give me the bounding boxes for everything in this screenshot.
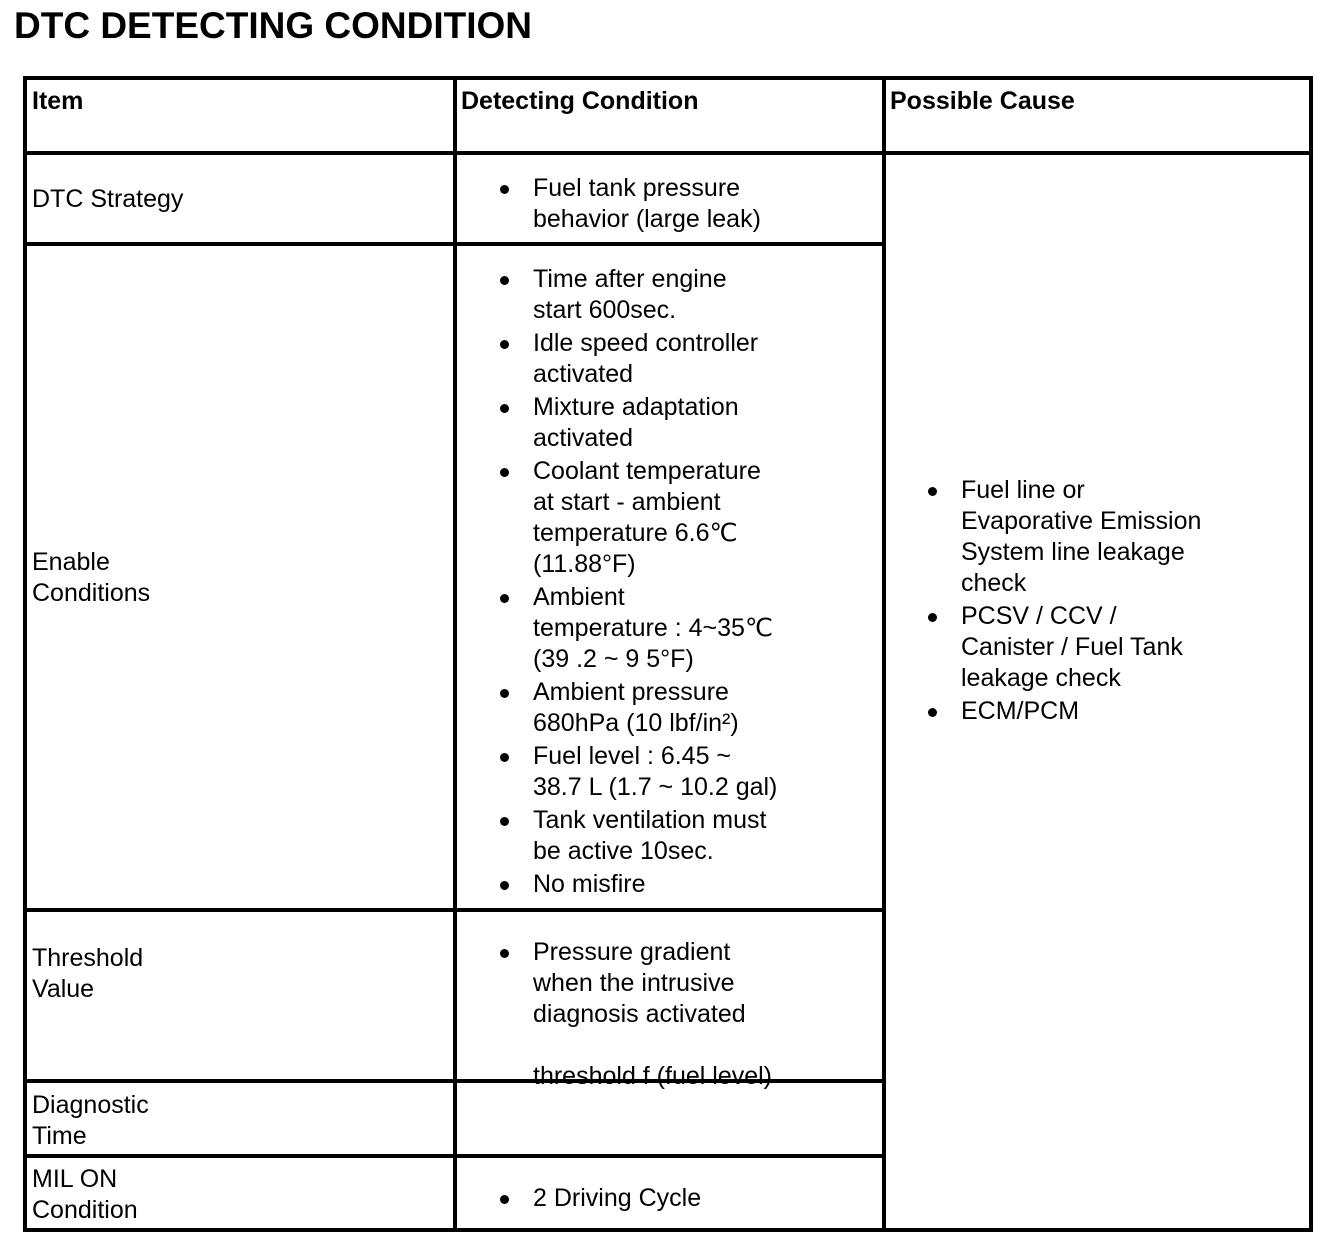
dtc-table (23, 76, 1313, 1232)
item-cell: Diagnostic Time (32, 1091, 149, 1150)
condition-list (533, 1183, 701, 1214)
list-item: Fuel level : 6.45 ~ 38.7 L (1.7 ~ 10.2 gal) (533, 741, 777, 803)
condition-list (533, 937, 772, 1092)
bullet-icon (500, 185, 509, 194)
bullet-icon (500, 594, 509, 603)
bullet-icon (500, 1195, 509, 1204)
list-item: Ambient pressure 680hPa (10 lbf/in²) (533, 677, 777, 739)
cause-list (961, 475, 1201, 727)
bullet-icon (500, 689, 509, 698)
header-possible-cause: Possible Cause (890, 87, 1075, 115)
condition-list (533, 173, 761, 235)
list-item: Ambient temperature : 4~35℃ (39 .2 ~ 9 5°F) (533, 582, 777, 675)
bullet-icon (928, 487, 937, 496)
list-item: Pressure gradient when the intrusive diagnosis activated threshold f (fuel level) (533, 937, 772, 1092)
item-cell: Enable Conditions (32, 548, 151, 607)
bullet-icon (928, 613, 937, 622)
row-divider (27, 1154, 886, 1158)
bullet-icon (500, 276, 509, 285)
bullet-icon (500, 817, 509, 826)
header-detecting-condition: Detecting Condition (461, 87, 699, 115)
list-item: Fuel tank pressure behavior (large leak) (533, 173, 761, 235)
column-divider (453, 80, 457, 1228)
item-cell: Threshold Value (32, 944, 144, 1003)
bullet-icon (500, 340, 509, 349)
header-item: Item (32, 87, 84, 115)
bullet-icon (500, 468, 509, 477)
bullet-icon (500, 949, 509, 958)
row-divider (27, 242, 886, 246)
item-cell: DTC Strategy (32, 185, 184, 213)
bullet-icon (500, 881, 509, 890)
list-item: PCSV / CCV / Canister / Fuel Tank leakage check (961, 601, 1201, 694)
row-divider (27, 908, 886, 912)
bullet-icon (928, 708, 937, 717)
item-cell: MIL ON Condition (32, 1165, 138, 1224)
list-item: Idle speed controller activated (533, 328, 777, 390)
page-title: DTC DETECTING CONDITION (14, 5, 532, 46)
list-item: Tank ventilation must be active 10sec. (533, 805, 777, 867)
list-item: Time after engine start 600sec. (533, 264, 777, 326)
bullet-icon (500, 404, 509, 413)
list-item: Coolant temperature at start - ambient temperature 6.6℃ (11.88°F) (533, 456, 777, 580)
list-item: No misfire (533, 869, 777, 900)
condition-list (533, 264, 777, 900)
list-item: 2 Driving Cycle (533, 1183, 701, 1214)
list-item: Mixture adaptation activated (533, 392, 777, 454)
list-item: Fuel line or Evaporative Emission System line leakage check (961, 475, 1201, 599)
column-divider (882, 80, 886, 1228)
row-divider (27, 151, 1309, 155)
list-item: ECM/PCM (961, 696, 1201, 727)
bullet-icon (500, 753, 509, 762)
